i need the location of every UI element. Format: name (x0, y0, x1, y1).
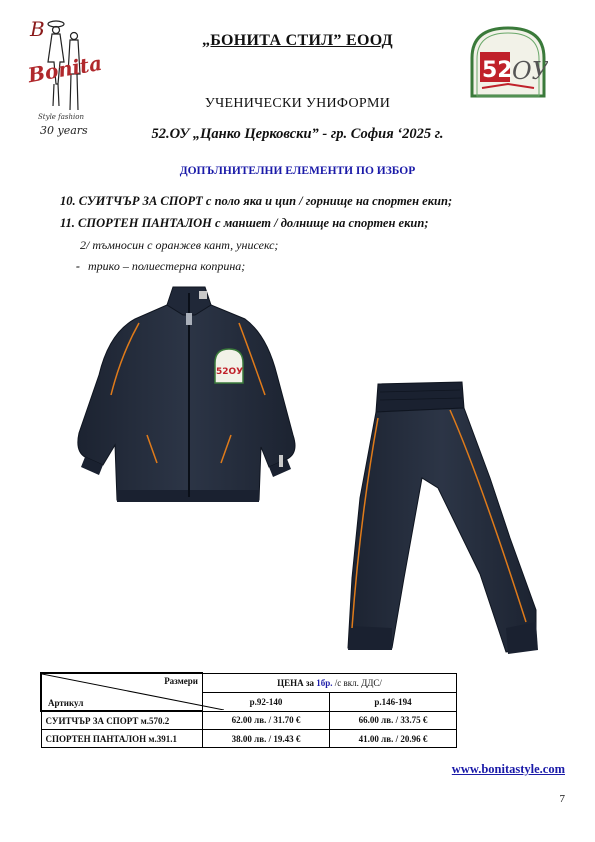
table-corner-header (41, 673, 203, 711)
school-subtitle: 52.ОУ „Цанко Церковски” - гр. София ‘2025 г. (151, 126, 444, 142)
row-price-2: 66.00 лв. / 33.75 € (330, 711, 457, 730)
detail-color: 2/ тъмносин с оранжев кант, унисекс; (80, 238, 279, 252)
svg-text:52: 52 (482, 58, 513, 83)
price-table (40, 672, 457, 748)
detail-fabric (76, 259, 245, 274)
price-qty: 1бр. (316, 677, 333, 688)
row-price-1: 62.00 лв. / 31.70 € (203, 711, 330, 730)
jacket-badge-text: 52ОУ (216, 367, 244, 377)
row-article: СПОРТЕН ПАНТАЛОН м.391.1 (41, 730, 203, 748)
svg-text:ОУ: ОУ (512, 57, 548, 85)
price-header (203, 673, 457, 692)
svg-text:Style fashion: Style fashion (38, 113, 84, 121)
price-prefix: ЦЕНА за (277, 677, 314, 688)
row-price-2: 41.00 лв. / 20.96 € (330, 730, 457, 748)
company-name: „БОНИТА СТИЛ” ЕООД (201, 32, 393, 49)
page-title: УЧЕНИЧЕСКИ УНИФОРМИ (204, 96, 391, 111)
sport-pants-image (330, 378, 545, 658)
size-col-1: р.92-140 (203, 692, 330, 711)
page-number: 7 (559, 793, 565, 805)
website-link[interactable]: www.bonitastyle.com (451, 762, 565, 776)
article-label: Артикул (48, 698, 84, 708)
svg-text:30 years: 30 years (40, 124, 88, 137)
row-price-1: 38.00 лв. / 19.43 € (203, 730, 330, 748)
item-sport-pants: 11. СПОРТЕН ПАНТАЛОН с маншет / долнище на спортен екип; (60, 216, 429, 230)
size-col-2: р.146-194 (330, 692, 457, 711)
dash: - (76, 259, 80, 273)
detail-fabric-text: трико – полиестерна коприна; (88, 259, 246, 273)
item-sport-jacket: 10. СУИТЧЪР ЗА СПОРТ с поло яка и цип / горнище на спортен екип; (60, 194, 453, 208)
bonita-logo-text: Bonita (26, 50, 102, 88)
price-suffix: /с вкл. ДДС/ (334, 677, 382, 688)
sport-jacket-image (55, 285, 305, 530)
table-row (41, 711, 457, 730)
sizes-label: Размери (164, 676, 198, 686)
row-article: СУИТЧЪР ЗА СПОРТ м.570.2 (41, 711, 203, 730)
svg-text:B: B (30, 17, 45, 41)
table-row (41, 730, 457, 748)
section-title: ДОПЪЛНИТЕЛНИ ЕЛЕМЕНТИ ПО ИЗБОР (179, 165, 416, 177)
